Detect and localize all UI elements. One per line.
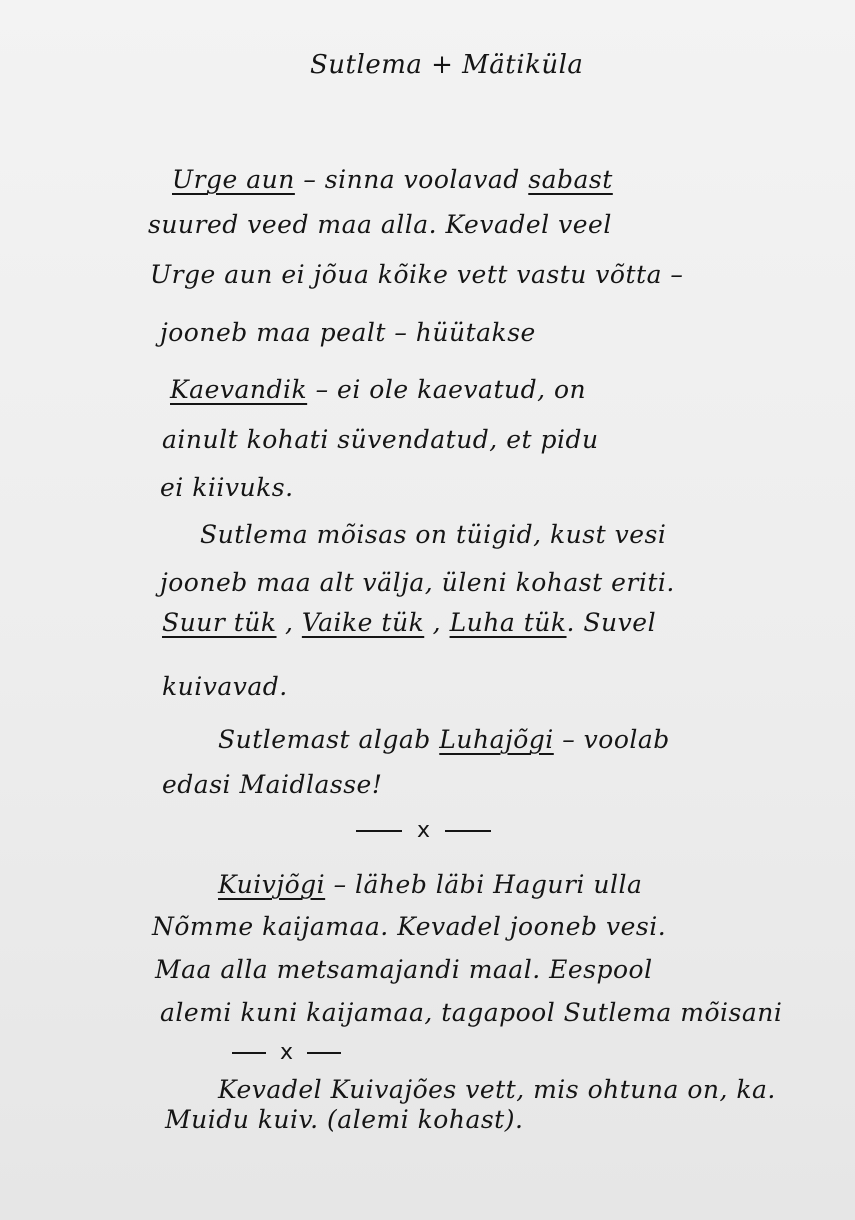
line-text: Sutlema mõisas on tüigid, kust vesi (200, 520, 667, 549)
line-text: jooneb maa pealt – hüütakse (160, 318, 536, 347)
separator-mark: x (280, 1040, 294, 1065)
line-text: Urge aun ei jõua kõike vett vastu võtta – (150, 260, 684, 289)
line-text: – ei ole kaevatud, on (307, 375, 587, 404)
text-line (155, 955, 653, 984)
underlined-term: Vaike tük (301, 608, 425, 637)
underlined-term: Kaevandik (170, 375, 308, 404)
text-line (218, 1075, 776, 1104)
line-text: kuivavad. (162, 672, 288, 701)
text-line (162, 770, 382, 799)
text-line (172, 165, 613, 194)
line-text: Muidu kuiv. (alemi kohast). (165, 1105, 524, 1134)
text-line (160, 568, 675, 597)
line-text: – läheb läbi Haguri ulla (325, 870, 643, 899)
text-line (160, 318, 536, 347)
text-line (162, 425, 599, 454)
underlined-term: Kuivjõgi (218, 870, 326, 899)
text-line (148, 210, 612, 239)
line-text: Maa alla metsamajandi maal. Eespool (155, 955, 653, 984)
line-text: jooneb maa alt välja, üleni kohast eriti. (160, 568, 675, 597)
underlined-term: Urge aun (172, 165, 295, 194)
line-text: alemi kuni kaijamaa, tagapool Sutlema mõisani (160, 998, 783, 1027)
line-text: edasi Maidlasse! (162, 770, 383, 799)
line-text: – sinna voolavad (294, 165, 529, 194)
section-separator (232, 1040, 341, 1065)
text-line (162, 608, 656, 637)
text-line (150, 260, 683, 289)
text-line (162, 672, 288, 701)
text-line (218, 870, 642, 899)
text-line (218, 725, 670, 754)
underlined-term: Luhajõgi (439, 725, 554, 754)
text-line (165, 1105, 523, 1134)
text-line (160, 998, 782, 1027)
line-text: , (424, 608, 450, 637)
line-text: suured veed maa alla. Kevadel veel (148, 210, 612, 239)
underlined-term: sabast (528, 165, 613, 194)
text-line (160, 473, 294, 502)
text-line (152, 912, 666, 941)
underlined-term: Luha tük (449, 608, 567, 637)
page-title: Sutlema + Mätiküla (310, 50, 584, 80)
section-separator (356, 818, 491, 843)
text-line (200, 520, 666, 549)
line-text: ainult kohati süvendatud, et pidu (162, 425, 599, 454)
line-text: . Suvel (566, 608, 657, 637)
line-text: Kevadel Kuivajões vett, mis ohtuna on, ka. (218, 1075, 776, 1104)
separator-mark: x (417, 818, 431, 843)
text-line (170, 375, 586, 404)
line-text: Nõmme kaijamaa. Kevadel jooneb vesi. (152, 912, 667, 941)
line-text: ei kiivuks. (160, 473, 294, 502)
line-text: – voolab (553, 725, 670, 754)
underlined-term: Suur tük (162, 608, 277, 637)
line-text: , (276, 608, 302, 637)
line-text: Sutlemast algab (218, 725, 440, 754)
